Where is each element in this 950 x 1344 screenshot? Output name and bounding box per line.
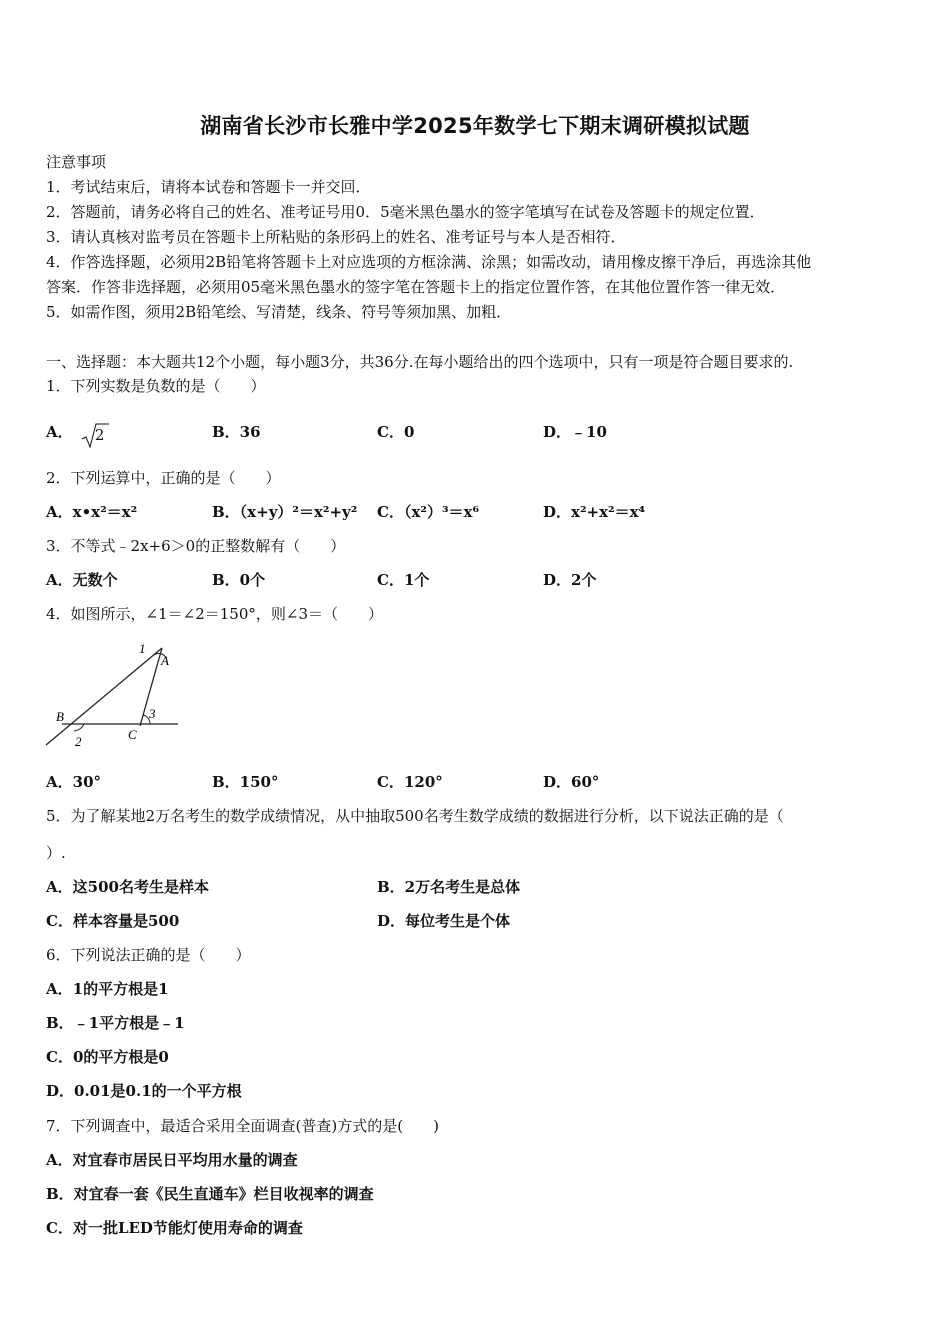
q3-option-a: A．无数个 [46,571,118,589]
question-7-stem: 7．下列调查中，最适合采用全面调查(普查)方式的是( ) [46,1117,439,1135]
q1-option-a-label: A． [46,423,73,441]
figure-label-b: B [56,709,64,724]
question-2-stem: 2．下列运算中，正确的是（ ） [46,469,281,487]
notice-item-3: 3．请认真核对监考员在答题卡上所粘贴的条形码上的姓名、准考证号与本人是否相符． [46,228,626,246]
q1-option-a [46,422,105,444]
question-6-stem: 6．下列说法正确的是（ ） [46,946,251,964]
q3-option-d: D．2个 [543,571,597,589]
notice-item-4-cont: 答案．作答非选择题，必须用05毫米黑色墨水的签字笔在答题卡上的指定位置作答，在其他位置作答一律无效． [46,278,786,296]
q5-option-a: A．这500名考生是样本 [46,878,209,896]
q1-option-c: C．0 [377,423,415,441]
notice-item-5: 5．如需作图，须用2B铅笔绘、写清楚，线条、符号等须加黑、加粗． [46,303,512,321]
notice-item-2: 2．答题前，请务必将自己的姓名、准考证号用0．5毫米黑色墨水的签字笔填写在试卷及答题卡的规定位置． [46,203,765,221]
notice-item-1: 1．考试结束后，请将本试卷和答题卡一并交回． [46,178,371,196]
q7-option-a: A．对宜春市居民日平均用水量的调查 [46,1151,298,1169]
q7-option-c: C．对一批LED节能灯使用寿命的调查 [46,1219,303,1237]
q2-option-c: C．（x²）³＝x⁶ [377,503,480,521]
q4-option-c: C．120° [377,773,443,791]
q6-option-b: B．﹣1平方根是﹣1 [46,1014,185,1032]
notice-item-4: 4．作答选择题，必须用2B铅笔将答题卡上对应选项的方框涂满、涂黑；如需改动，请用橡皮擦干净后，再选涂其他 [46,253,812,271]
q5-option-d: D．每位考生是个体 [377,912,511,930]
figure-label-c: C [128,727,137,742]
q5-option-b: B．2万名考生是总体 [377,878,521,896]
q7-option-b: B．对宜春一套《民生直通车》栏目收视率的调查 [46,1185,374,1203]
sqrt-radicand: 2 [94,426,105,444]
q6-option-c: C．0的平方根是0 [46,1048,169,1066]
q6-option-d: D．0.01是0.1的一个平方根 [46,1082,242,1100]
question-4-stem: 4．如图所示，∠1＝∠2＝150°，则∠3＝（ ） [46,605,384,623]
q3-option-b: B．0个 [212,571,266,589]
q4-option-a: A．30° [46,773,102,791]
q2-option-d: D．x²+x²＝x⁴ [543,503,646,521]
q1-option-b: B．36 [212,423,261,441]
question-1-stem: 1．下列实数是负数的是（ ） [46,377,266,395]
page-title: 湖南省长沙市长雅中学2025年数学七下期末调研模拟试题 [200,114,750,138]
figure-label-2: 2 [75,734,82,749]
figure-label-1: 1 [139,641,146,656]
q4-option-d: D．60° [543,773,600,791]
q2-option-b: B．（x+y）²＝x²+y² [212,503,358,521]
angle-2-arc [74,724,84,731]
section-heading: 一、选择题：本大题共12个小题，每小题3分，共36分.在每小题给出的四个选项中，只有一项是符合题目要求的. [46,353,794,371]
figure-label-3: 3 [149,706,156,721]
q4-option-b: B．150° [212,773,279,791]
q2-option-a: A．x•x²＝x² [46,503,138,521]
notice-heading: 注意事项 [46,153,107,171]
q5-option-c: C．样本容量是500 [46,912,180,930]
q6-option-a: A．1的平方根是1 [46,980,169,998]
angle-figure [44,636,184,751]
question-5-stem: 5．为了解某地2万名考生的数学成绩情况，从中抽取500名考生数学成绩的数据进行分析，以下说法正确的是（ [46,807,784,825]
question-3-stem: 3．不等式﹣2x+6＞0的正整数解有（ ） [46,537,346,555]
line-ba [46,648,162,745]
question-5-stem-cont: ）. [46,844,66,862]
q3-option-c: C．1个 [377,571,430,589]
figure-label-a: A [161,653,169,668]
q1-option-d: D．﹣10 [543,423,607,441]
